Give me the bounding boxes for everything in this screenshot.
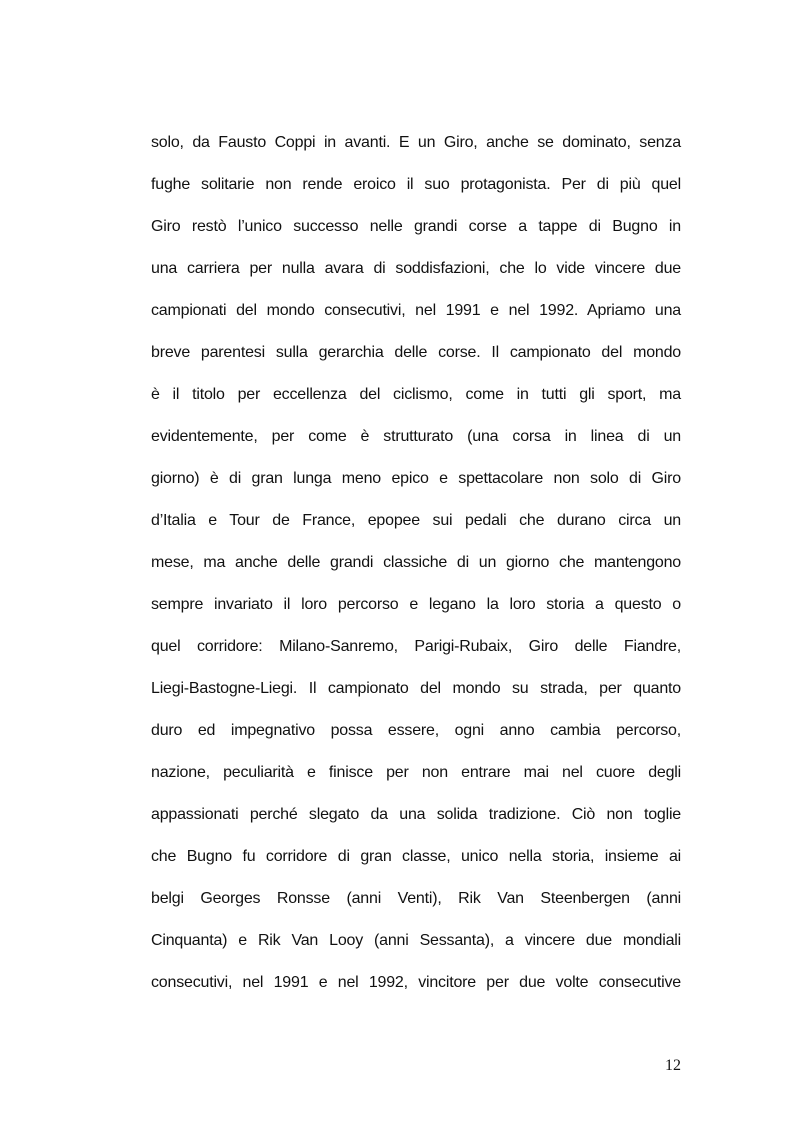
- page-number: 12: [665, 1057, 681, 1074]
- text-line: nazione, peculiarità e finisce per non entrare mai nel cuore degli: [151, 764, 681, 781]
- text-line: solo, da Fausto Coppi in avanti. E un Giro, anche se dominato, senza: [151, 134, 681, 151]
- text-line: breve parentesi sulla gerarchia delle corse. Il campionato del mondo: [151, 344, 681, 361]
- text-line: quel corridore: Milano-Sanremo, Parigi-Rubaix, Giro delle Fiandre,: [151, 638, 681, 655]
- text-line: campionati del mondo consecutivi, nel 1991 e nel 1992. Apriamo una: [151, 302, 681, 319]
- text-line: duro ed impegnativo possa essere, ogni anno cambia percorso,: [151, 722, 681, 739]
- text-line: consecutivi, nel 1991 e nel 1992, vincitore per due volte consecutive: [151, 974, 681, 991]
- text-line: Cinquanta) e Rik Van Looy (anni Sessanta), a vincere due mondiali: [151, 932, 681, 949]
- text-line: Liegi-Bastogne-Liegi. Il campionato del mondo su strada, per quanto: [151, 680, 681, 697]
- text-line: belgi Georges Ronsse (anni Venti), Rik Van Steenbergen (anni: [151, 890, 681, 907]
- text-line: è il titolo per eccellenza del ciclismo, come in tutti gli sport, ma: [151, 386, 681, 403]
- text-line: d’Italia e Tour de France, epopee sui pedali che durano circa un: [151, 512, 681, 529]
- text-line: evidentemente, per come è strutturato (una corsa in linea di un: [151, 428, 681, 445]
- text-line: mese, ma anche delle grandi classiche di un giorno che mantengono: [151, 554, 681, 571]
- text-line: appassionati perché slegato da una solida tradizione. Ciò non toglie: [151, 806, 681, 823]
- text-line: fughe solitarie non rende eroico il suo protagonista. Per di più quel: [151, 176, 681, 193]
- body-text: [151, 127, 681, 1009]
- text-line: Giro restò l’unico successo nelle grandi corse a tappe di Bugno in: [151, 218, 681, 235]
- text-line: che Bugno fu corridore di gran classe, unico nella storia, insieme ai: [151, 848, 681, 865]
- text-line: giorno) è di gran lunga meno epico e spettacolare non solo di Giro: [151, 470, 681, 487]
- text-line: una carriera per nulla avara di soddisfazioni, che lo vide vincere due: [151, 260, 681, 277]
- text-line: sempre invariato il loro percorso e legano la loro storia a questo o: [151, 596, 681, 613]
